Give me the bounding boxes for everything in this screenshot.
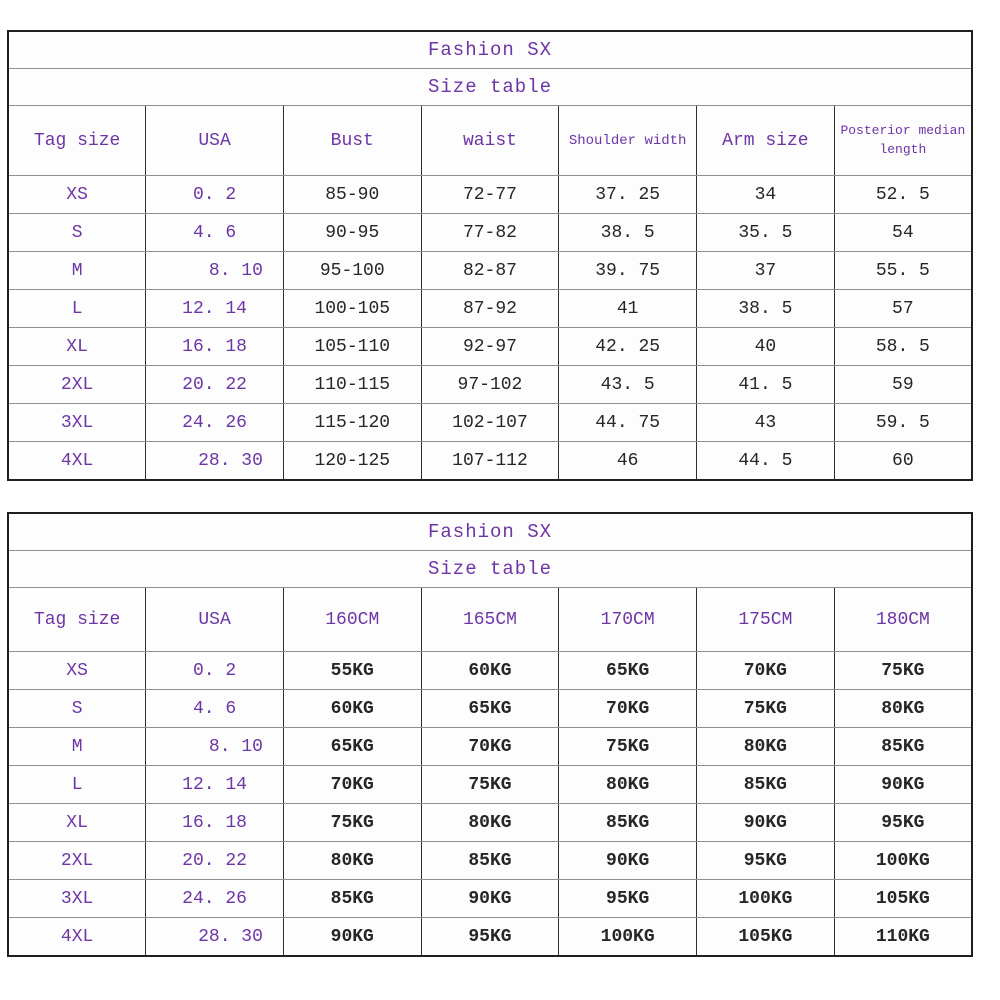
value-cell: 90KG [559,842,697,880]
subtitle-row [8,69,972,106]
value-cell: 90KG [834,766,972,804]
value-cell: 85KG [559,804,697,842]
value-cell: 70KG [421,728,559,766]
value-cell: 39. 75 [559,252,697,290]
value-cell: 100KG [559,918,697,957]
tag-size-cell: L [8,290,146,328]
tag-size-cell: M [8,252,146,290]
title-row [8,513,972,551]
tag-size-cell: 2XL [8,366,146,404]
value-cell: 90-95 [283,214,421,252]
usa-size-cell: 8. 10 [146,252,284,290]
value-cell: 41. 5 [697,366,835,404]
usa-size-cell: 0. 2 [146,652,284,690]
column-header: 170CM [559,588,697,652]
value-cell: 120-125 [283,442,421,481]
tag-size-cell: S [8,214,146,252]
size-table-weight-by-height [7,512,973,957]
usa-size-cell: 20. 22 [146,366,284,404]
column-header: 175CM [697,588,835,652]
size-table-measurements [7,30,973,481]
value-cell: 75KG [697,690,835,728]
tag-size-cell: S [8,690,146,728]
table-row [8,728,972,766]
table-row [8,766,972,804]
tag-size-cell: 2XL [8,842,146,880]
usa-size-cell: 24. 26 [146,404,284,442]
value-cell: 77-82 [421,214,559,252]
value-cell: 54 [834,214,972,252]
value-cell: 75KG [559,728,697,766]
value-cell: 95KG [697,842,835,880]
tag-size-cell: XL [8,328,146,366]
value-cell: 65KG [283,728,421,766]
table-row [8,442,972,481]
size-chart-page [7,30,973,957]
table-head [8,513,972,652]
value-cell: 95KG [421,918,559,957]
usa-size-cell: 16. 18 [146,804,284,842]
value-cell: 97-102 [421,366,559,404]
value-cell: 46 [559,442,697,481]
column-header: 165CM [421,588,559,652]
title-row [8,31,972,69]
value-cell: 43. 5 [559,366,697,404]
table-row [8,176,972,214]
value-cell: 110-115 [283,366,421,404]
value-cell: 44. 5 [697,442,835,481]
value-cell: 85KG [834,728,972,766]
value-cell: 85-90 [283,176,421,214]
table-row [8,366,972,404]
value-cell: 42. 25 [559,328,697,366]
column-header: Shoulder width [559,106,697,176]
tag-size-cell: L [8,766,146,804]
value-cell: 70KG [559,690,697,728]
subtitle-row [8,551,972,588]
table-row [8,880,972,918]
value-cell: 37. 25 [559,176,697,214]
table-row [8,290,972,328]
column-header: 180CM [834,588,972,652]
value-cell: 102-107 [421,404,559,442]
value-cell: 90KG [697,804,835,842]
value-cell: 65KG [559,652,697,690]
value-cell: 70KG [283,766,421,804]
value-cell: 70KG [697,652,835,690]
table-body [8,176,972,481]
value-cell: 95-100 [283,252,421,290]
value-cell: 55KG [283,652,421,690]
value-cell: 115-120 [283,404,421,442]
value-cell: 80KG [834,690,972,728]
value-cell: 80KG [283,842,421,880]
value-cell: 38. 5 [559,214,697,252]
usa-size-cell: 4. 6 [146,214,284,252]
table-body [8,652,972,957]
usa-size-cell: 12. 14 [146,290,284,328]
tag-size-cell: 4XL [8,442,146,481]
table-row [8,652,972,690]
value-cell: 105KG [697,918,835,957]
table-row [8,804,972,842]
value-cell: 59 [834,366,972,404]
value-cell: 60KG [283,690,421,728]
table-row [8,252,972,290]
value-cell: 40 [697,328,835,366]
column-header: waist [421,106,559,176]
header-row [8,588,972,652]
table-row [8,918,972,957]
value-cell: 85KG [421,842,559,880]
value-cell: 85KG [283,880,421,918]
column-header: Bust [283,106,421,176]
column-header: Tag size [8,588,146,652]
value-cell: 100-105 [283,290,421,328]
value-cell: 80KG [697,728,835,766]
usa-size-cell: 4. 6 [146,690,284,728]
tag-size-cell: 3XL [8,880,146,918]
usa-size-cell: 20. 22 [146,842,284,880]
value-cell: 105KG [834,880,972,918]
value-cell: 59. 5 [834,404,972,442]
usa-size-cell: 28. 30 [146,918,284,957]
tag-size-cell: XS [8,176,146,214]
value-cell: 60 [834,442,972,481]
value-cell: 38. 5 [697,290,835,328]
value-cell: 95KG [834,804,972,842]
usa-size-cell: 28. 30 [146,442,284,481]
value-cell: 43 [697,404,835,442]
value-cell: 72-77 [421,176,559,214]
table-title: Fashion SX [8,31,972,69]
value-cell: 80KG [421,804,559,842]
table-row [8,214,972,252]
column-header: Arm size [697,106,835,176]
column-header: 160CM [283,588,421,652]
table-row [8,328,972,366]
table-subtitle: Size table [8,551,972,588]
value-cell: 87-92 [421,290,559,328]
table-title: Fashion SX [8,513,972,551]
table-head [8,31,972,176]
column-header: USA [146,588,284,652]
table-row [8,404,972,442]
value-cell: 105-110 [283,328,421,366]
table-subtitle: Size table [8,69,972,106]
value-cell: 34 [697,176,835,214]
value-cell: 75KG [421,766,559,804]
usa-size-cell: 16. 18 [146,328,284,366]
value-cell: 52. 5 [834,176,972,214]
value-cell: 90KG [421,880,559,918]
value-cell: 75KG [834,652,972,690]
table-row [8,842,972,880]
value-cell: 107-112 [421,442,559,481]
value-cell: 95KG [559,880,697,918]
value-cell: 100KG [697,880,835,918]
value-cell: 65KG [421,690,559,728]
value-cell: 90KG [283,918,421,957]
tag-size-cell: XS [8,652,146,690]
value-cell: 100KG [834,842,972,880]
value-cell: 75KG [283,804,421,842]
value-cell: 57 [834,290,972,328]
column-header: Posterior median length [834,106,972,176]
value-cell: 80KG [559,766,697,804]
usa-size-cell: 0. 2 [146,176,284,214]
value-cell: 44. 75 [559,404,697,442]
value-cell: 82-87 [421,252,559,290]
value-cell: 60KG [421,652,559,690]
value-cell: 35. 5 [697,214,835,252]
usa-size-cell: 8. 10 [146,728,284,766]
tag-size-cell: XL [8,804,146,842]
table-row [8,690,972,728]
usa-size-cell: 12. 14 [146,766,284,804]
value-cell: 37 [697,252,835,290]
column-header: USA [146,106,284,176]
usa-size-cell: 24. 26 [146,880,284,918]
value-cell: 110KG [834,918,972,957]
tag-size-cell: 4XL [8,918,146,957]
value-cell: 55. 5 [834,252,972,290]
value-cell: 85KG [697,766,835,804]
value-cell: 58. 5 [834,328,972,366]
header-row [8,106,972,176]
value-cell: 92-97 [421,328,559,366]
column-header: Tag size [8,106,146,176]
tag-size-cell: 3XL [8,404,146,442]
value-cell: 41 [559,290,697,328]
tag-size-cell: M [8,728,146,766]
table-gap [7,481,973,512]
